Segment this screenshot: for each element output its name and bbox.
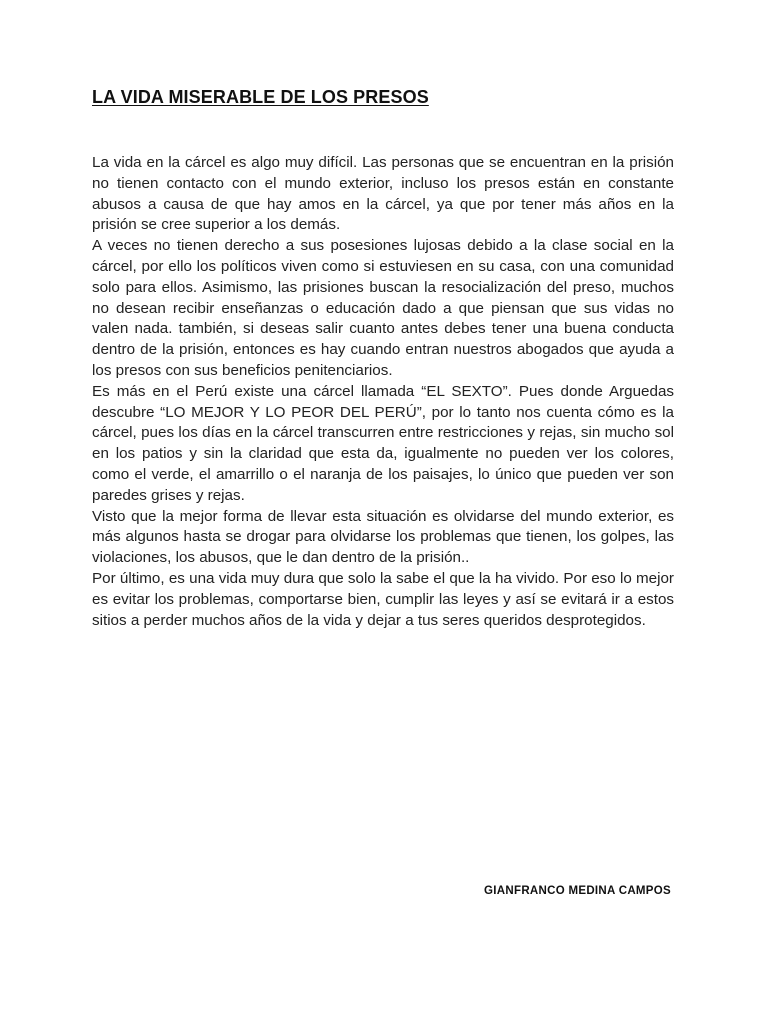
- paragraph-4: Visto que la mejor forma de llevar esta situación es olvidarse del mundo exterior, es más algunos hasta se drogar para olvidarse los problemas que tienen, los golpes, las violaciones, los abusos, que le dan dentro de la prisión..: [92, 507, 674, 567]
- author-signature: GIANFRANCO MEDINA CAMPOS: [484, 885, 671, 897]
- paragraph-5: Por último, es una vida muy dura que solo la sabe el que la ha vivido. Por eso lo mejor es evitar los problemas, comportarse bien, cumplir las leyes y así se evitará ir a estos sitios a perder muchos años de la vida y dejar a tus seres queridos desprotegidos.: [92, 569, 674, 629]
- document-title: LA VIDA MISERABLE DE LOS PRESOS: [92, 87, 429, 107]
- document-body: [92, 153, 674, 631]
- paragraph-3: Es más en el Perú existe una cárcel llamada “EL SEXTO”. Pues donde Arguedas descubre “LO MEJOR Y LO PEOR DEL PERÚ”, por lo tanto nos cuenta cómo es la cárcel, pues los días en la cárcel transcurren entre restricciones y rejas, sin mucho sol en los patios y sin la claridad que esta da, igualmente no pueden ver los colores, como el verde, el amarrillo o el naranja de los paisajes, lo único que pueden ver son paredes grises y rejas.: [92, 382, 674, 504]
- paragraph-1: La vida en la cárcel es algo muy difícil. Las personas que se encuentran en la prisión no tienen contacto con el mundo exterior, incluso los presos están en constante abusos a causa de que hay amos en la cárcel, ya que por tener más años en la prisión se cree superior a los demás.: [92, 154, 674, 234]
- paragraph-2: A veces no tienen derecho a sus posesiones lujosas debido a la clase social en la cárcel, por ello los políticos viven como si estuviesen en su casa, con una comunidad solo para ellos. Asimismo, las prisiones buscan la resocialización del preso, muchos no desean recibir enseñanzas o educación dado a que piensan que sus vidas no valen nada. también, si deseas salir cuanto antes debes tener una buena conducta dentro de la prisión, entonces es hay cuando entran nuestros abogados que ayuda a los presos con sus beneficios penitenciarios.: [92, 237, 674, 379]
